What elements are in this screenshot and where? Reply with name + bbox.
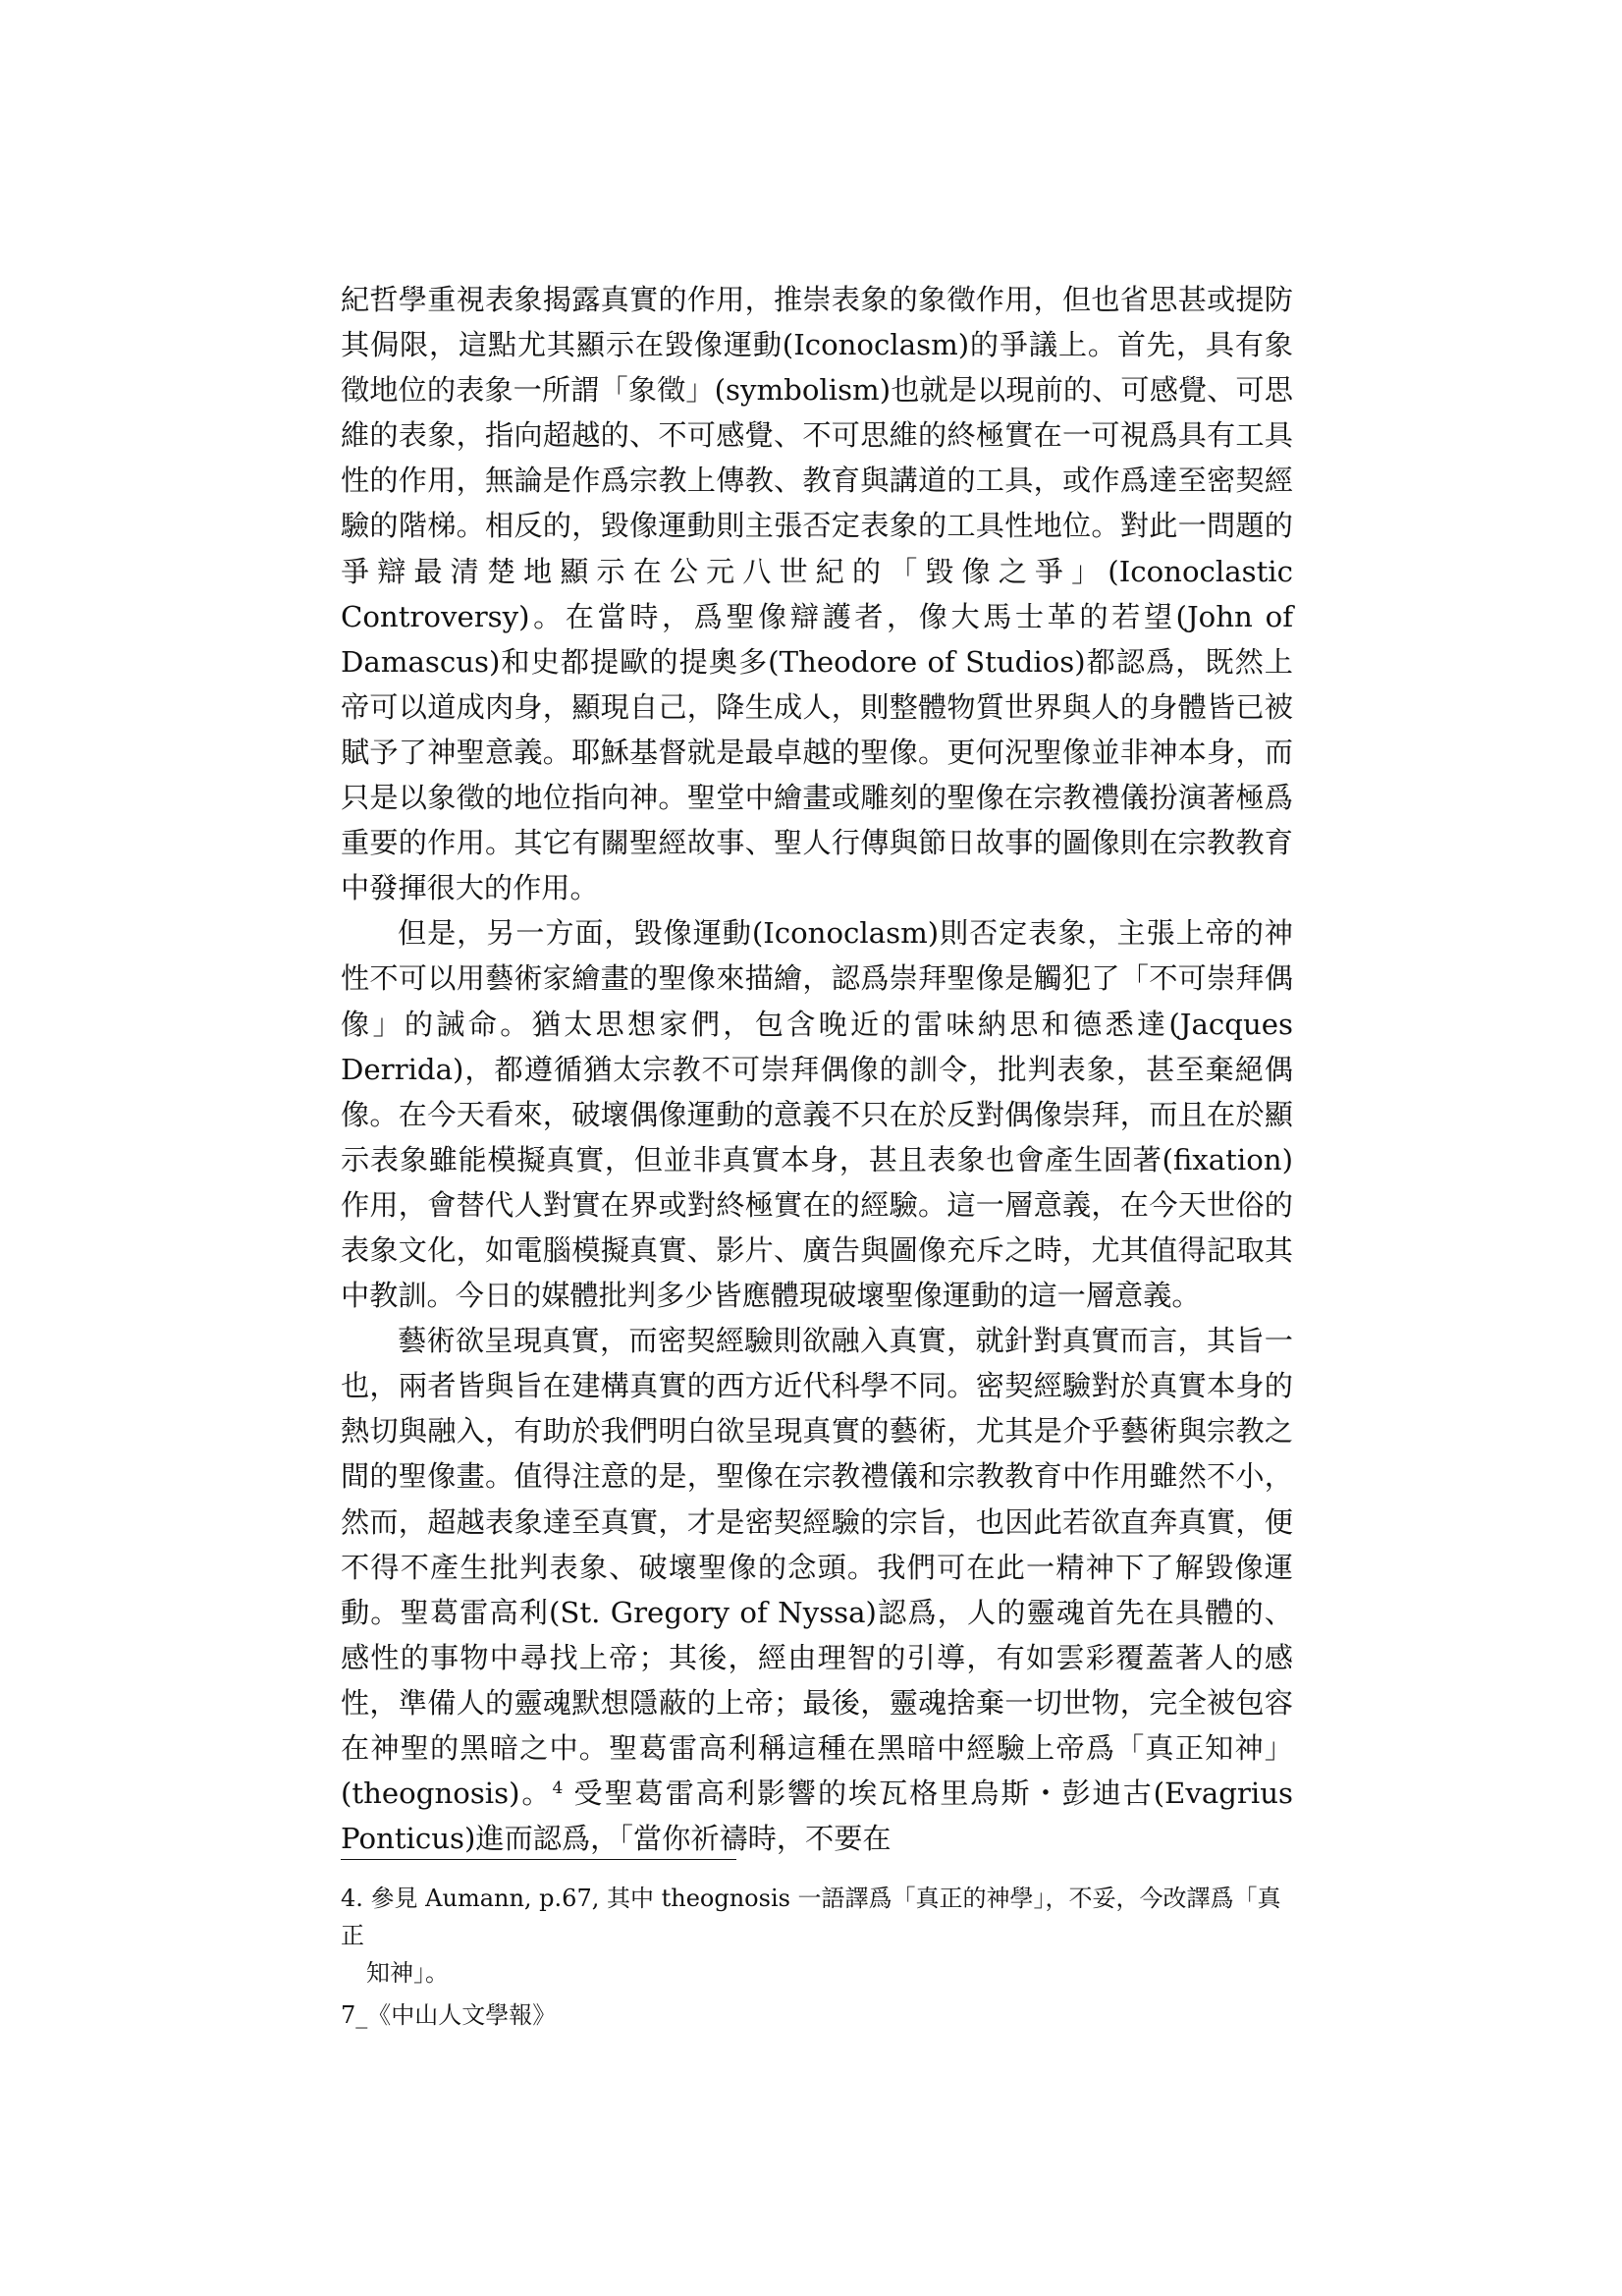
paragraph-2: 但是，另一方面，毀像運動(Iconoclasm)則否定表象，主張上帝的神性不可以用藝術家繪畫的聖像來描繪，認爲崇拜聖像是觸犯了「不可崇拜偶像」的誡命。猶太思想家們，包含晚近的雷味納思和德悉達(Jacques Derrida)，都遵循猶太宗教不可崇拜偶像的訓令，批判表象，甚至棄絕偶像。在今天看來，破壞偶像運動的意義不只在於反對偶像崇拜，而且在於顯示表象雖能模擬真實，但並非真實本身，甚且表象也會產生固著(fixation)作用，會替代人對實在界或對終極實在的經驗。這一層意義，在今天世俗的表象文化，如電腦模擬真實、影片、廣告與圖像充斥之時，尤其值得記取其中教訓。今日的媒體批判多少皆應體現破壞聖像運動的這一層意義。 [341, 916, 1293, 1313]
footnote-line-2: 知神」。 [366, 1959, 449, 1987]
body-text [341, 277, 1293, 1861]
footnote-divider [341, 1859, 736, 1860]
footnote-line-1: 4. 參見 Aumann, p.67, 其中 theognosis 一語譯爲「真正的神學」，不妥，今改譯爲「真正 [341, 1885, 1281, 1949]
paragraph-3 [341, 1318, 1293, 1861]
footnote-reference[interactable]: 4 [552, 1778, 564, 1799]
paragraph-1: 紀哲學重視表象揭露真實的作用，推崇表象的象徵作用，但也省思甚或提防其侷限，這點尤其顯示在毀像運動(Iconoclasm)的爭議上。首先，具有象徵地位的表象一所謂「象徵」(symbolism)也就是以現前的、可感覺、可思維的表象，指向超越的、不可感覺、不可思維的終極實在一可視爲具有工具性的作用，無論是作爲宗教上傳教、教育與講道的工具，或作爲達至密契經驗的階梯。相反的，毀像運動則主張否定表象的工具性地位。對此一問題的爭辯最清楚地顯示在公元八世紀的「毀像之爭」(Iconoclastic Controversy)。在當時，爲聖像辯護者，像大馬士革的若望(John of Damascus)和史都提歐的提奧多(Theodore of Studios)都認爲，既然上帝可以道成肉身，顯現自己，降生成人，則整體物質世界與人的身體皆已被賦予了神聖意義。耶穌基督就是最卓越的聖像。更何況聖像並非神本身，而只是以象徵的地位指向神。聖堂中繪畫或雕刻的聖像在宗教禮儀扮演著極爲重要的作用。其它有關聖經故事、聖人行傳與節日故事的圖像則在宗教教育中發揮很大的作用。 [341, 283, 1293, 905]
paragraph-3-tail: 受聖葛雷高利影響的埃瓦格里烏斯・彭迪古(Evagrius Ponticus)進而認爲，「當你祈禱時，不要在 [341, 1777, 1293, 1856]
page-footer: 7_《中山人文學報》 [341, 2001, 557, 2029]
paragraph-3-text: 藝術欲呈現真實，而密契經驗則欲融入真實，就針對真實而言，其旨一也，兩者皆與旨在建構真實的西方近代科學不同。密契經驗對於真實本身的熱切與融入，有助於我們明白欲呈現真實的藝術，尤其是介乎藝術與宗教之間的聖像畫。值得注意的是，聖像在宗教禮儀和宗教教育中作用雖然不小，然而，超越表象達至真實，才是密契經驗的宗旨，也因此若欲直奔真實，便不得不產生批判表象、破壞聖像的念頭。我們可在此一精神下了解毀像運動。聖葛雷高利(St. Gregory of Nyssa)認爲，人的靈魂首先在具體的、感性的事物中尋找上帝；其後，經由理智的引導，有如雲彩覆蓋著人的感性，準備人的靈魂默想隱蔽的上帝；最後，靈魂捨棄一切世物，完全被包容在神聖的黑暗之中。聖葛雷高利稱這種在黑暗中經驗上帝爲「真正知神」(theognosis)。 [341, 1324, 1293, 1811]
footnote-4 [341, 1880, 1293, 1992]
